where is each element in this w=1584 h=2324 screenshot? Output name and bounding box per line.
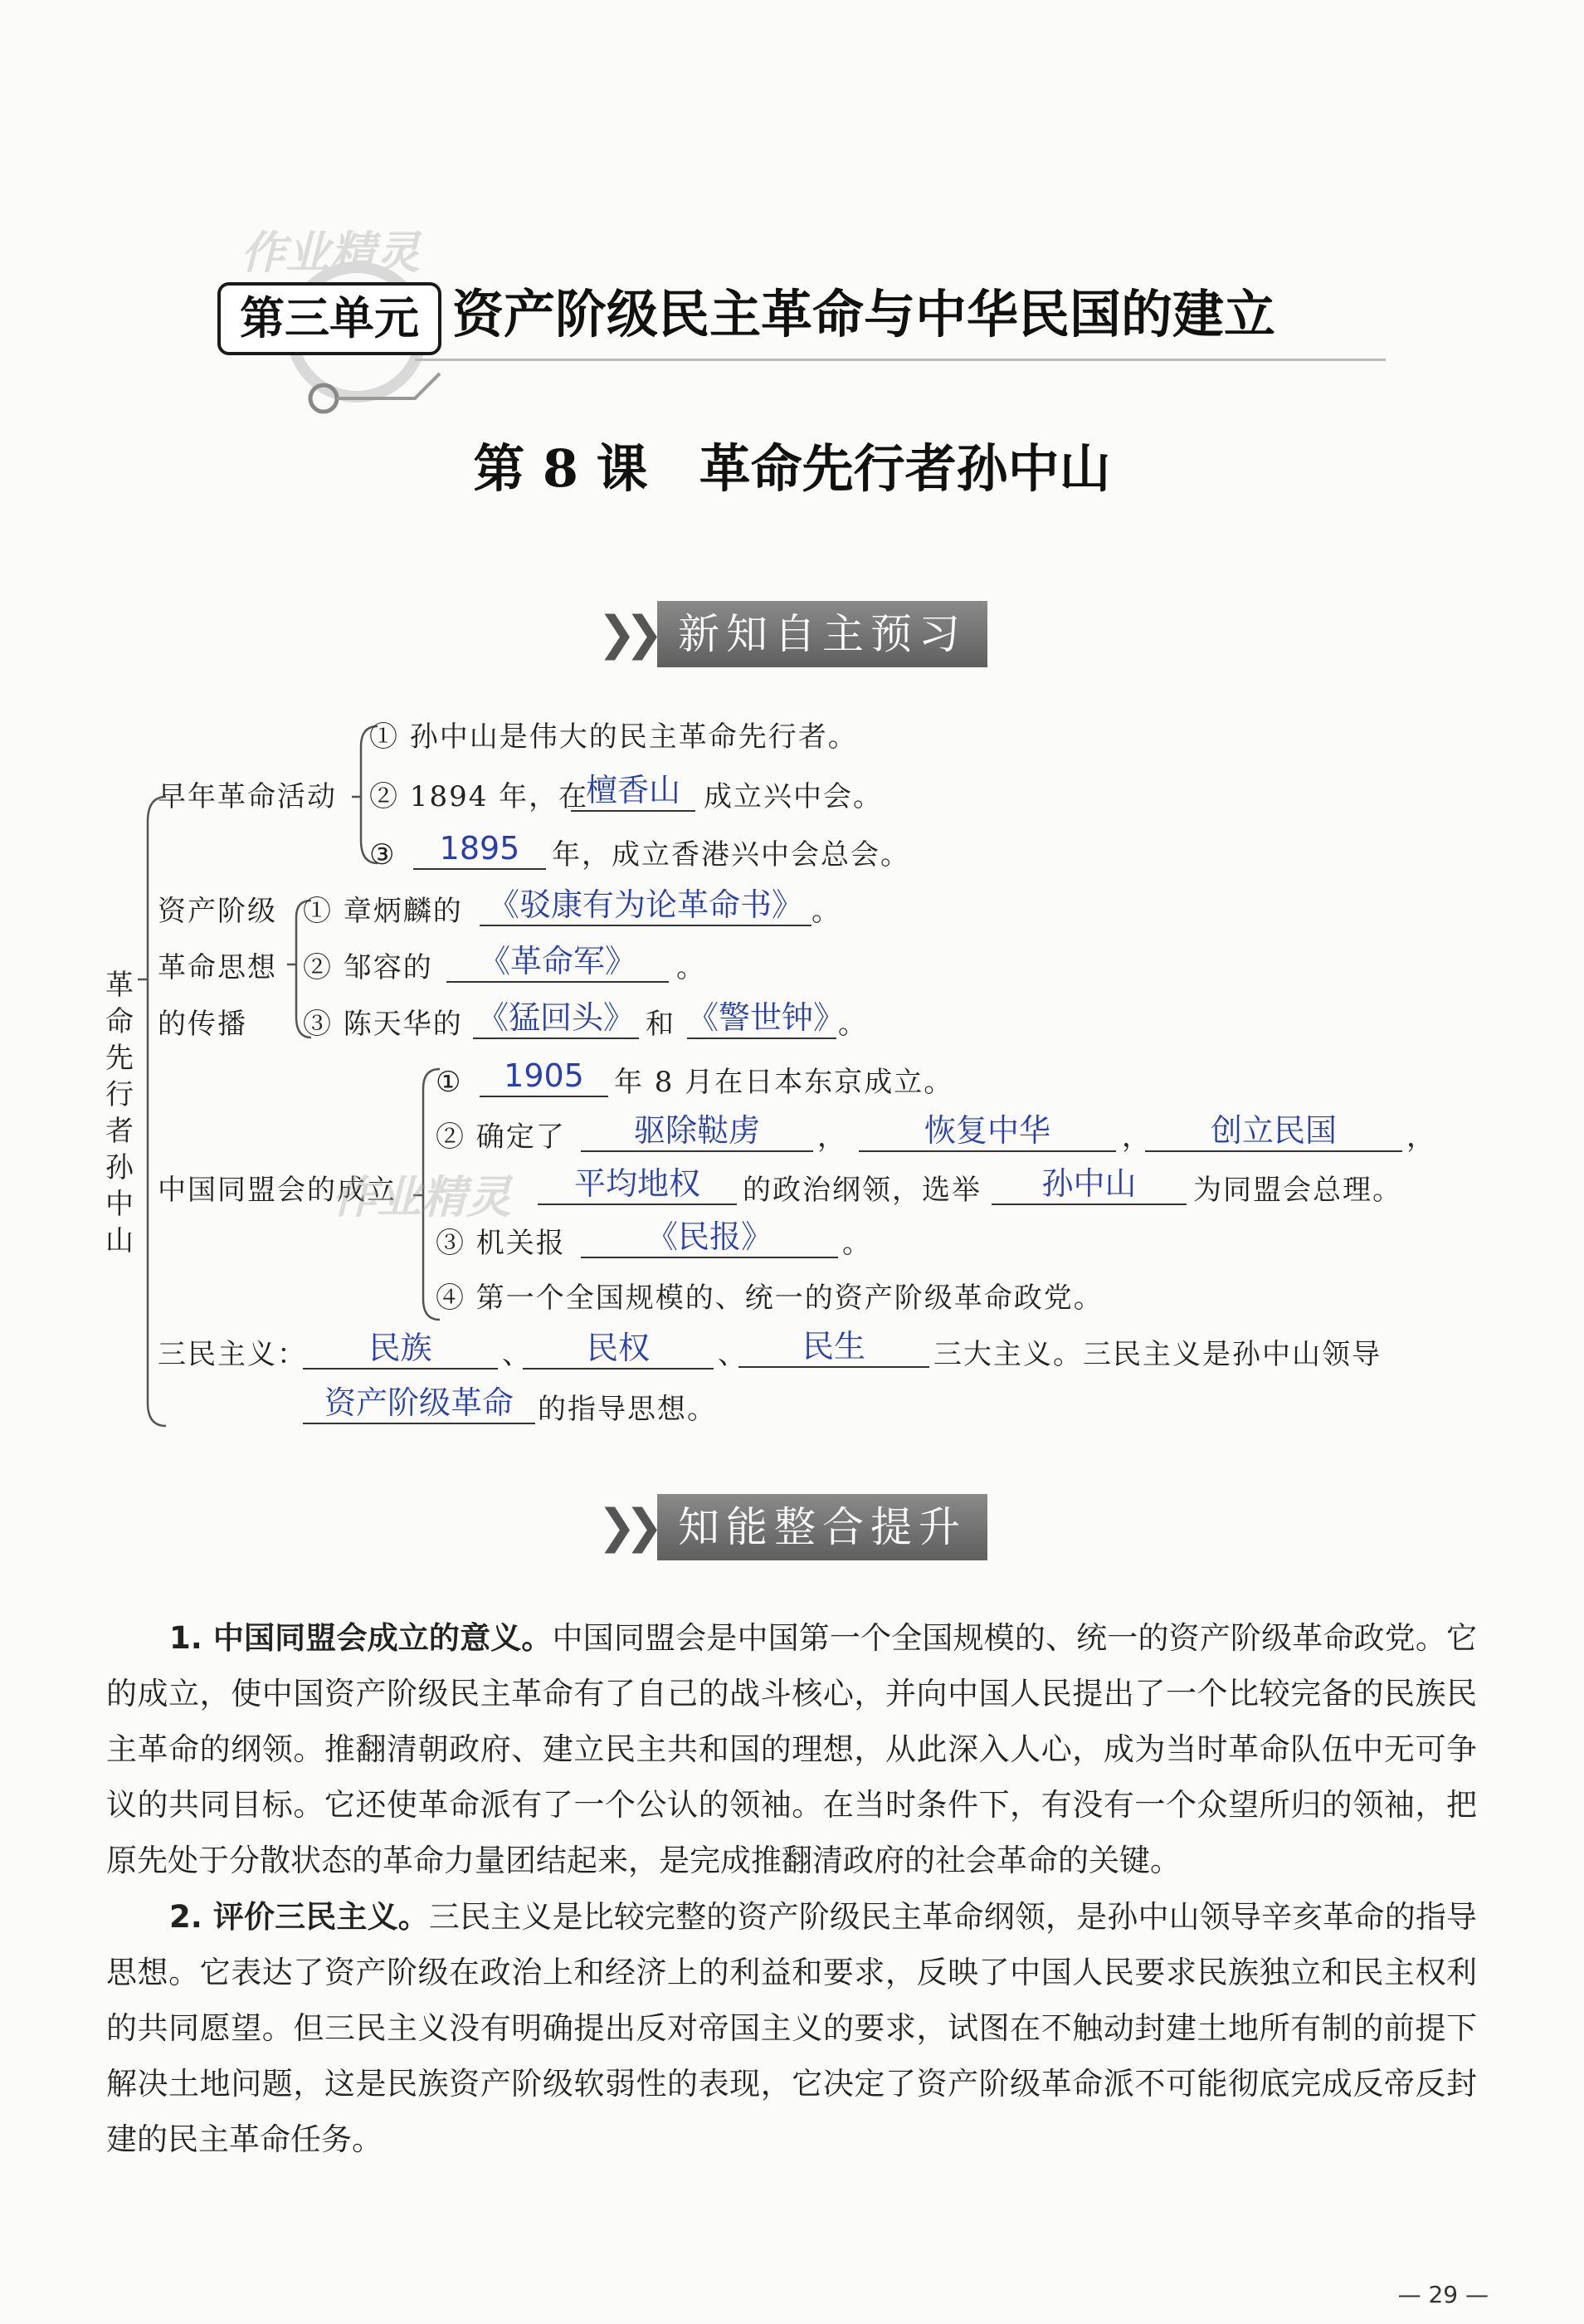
answer-blank: 《警世钟》 <box>687 998 836 1039</box>
sanmin-sep: 、 <box>718 1338 748 1371</box>
league-item-3-post: 。 <box>842 1227 872 1260</box>
point-2 <box>106 1889 1477 2167</box>
root-char: 先 <box>105 1042 134 1075</box>
branch-thought-label: 的传播 <box>158 1008 247 1041</box>
point-1 <box>106 1610 1477 1888</box>
root-char: 者 <box>105 1115 134 1148</box>
answer-blank: 民族 <box>303 1328 498 1370</box>
thought-item-2-pre: ② 邹容的 <box>303 951 433 984</box>
answer-blank: 《民报》 <box>581 1217 838 1258</box>
section-title: 知能整合提升 <box>657 1494 987 1560</box>
point-heading: 2. 评价三民主义。 <box>169 1899 429 1935</box>
league-item-4: ④ 第一个全国规模的、统一的资产阶级革命政党。 <box>436 1282 1104 1315</box>
early-item-3-post: 年，成立香港兴中会总会。 <box>552 838 910 872</box>
answer-blank: 孙中山 <box>992 1164 1187 1205</box>
sanmin-post2: 的指导思想。 <box>538 1393 717 1426</box>
league-item-2b-post: 为同盟会总理。 <box>1193 1174 1402 1207</box>
league-item-2-sep: ， <box>1122 1120 1152 1154</box>
early-item-2-post: 成立兴中会。 <box>704 780 883 813</box>
root-char: 命 <box>105 1005 134 1038</box>
section-title: 新知自主预习 <box>657 601 987 667</box>
league-item-1-pre: ① <box>436 1066 463 1099</box>
answer-blank: 1895 <box>413 828 546 870</box>
answer-blank: 《革命军》 <box>446 941 669 983</box>
unit-title: 资产阶级民主革命与中华民国的建立 <box>452 284 1276 344</box>
answer-blank: 资产阶级革命 <box>303 1383 535 1424</box>
page-number: — 29 — <box>1397 2281 1489 2308</box>
early-item-1: ① 孙中山是伟大的民主革命先行者。 <box>369 720 858 754</box>
watermark-top: 作业精灵 <box>241 227 420 279</box>
answer-blank: 《驳康有为论革命书》 <box>480 885 811 926</box>
section-banner-integration <box>597 1494 987 1560</box>
root-char: 行 <box>105 1078 134 1111</box>
branch-thought-label: 资产阶级 <box>158 895 277 928</box>
chevron-right-icon: ❯❯ <box>597 1500 652 1554</box>
chevron-right-icon: ❯❯ <box>597 607 652 661</box>
thought-item-3-post: 。 <box>838 1008 868 1041</box>
thought-item-3-pre: ③ 陈天华的 <box>303 1008 463 1041</box>
sanmin-sep: 、 <box>502 1338 532 1371</box>
branch-thought-label: 革命思想 <box>158 951 277 984</box>
answer-blank: 1905 <box>480 1056 608 1097</box>
point-body: 中国同盟会是中国第一个全国规模的、统一的资产阶级革命政党。它的成立，使中国资产阶级民主革命有了自己的战斗核心，并向中国人民提出了一个比较完备的民族民主革命的纲领。推翻清朝政府、建立民主共和国的理想，从此深入人心，成为当时革命队伍中无可争议的共同目标。它还使革命派有了一个公认的领袖。在当时条件下，有没有一个众望所归的领袖，把原先处于分散状态的革命力量团结起来，是完成推翻清政府的社会革命的关键。 <box>106 1620 1477 1878</box>
answer-blank: 恢复中华 <box>859 1111 1116 1152</box>
early-item-3-pre: ③ <box>369 838 397 872</box>
lesson-title: 第 8 课 革命先行者孙中山 <box>473 438 1111 499</box>
league-item-2b-mid: 的政治纲领，选举 <box>743 1174 982 1207</box>
point-heading: 1. 中国同盟会成立的意义。 <box>169 1620 553 1656</box>
thought-item-1-post: 。 <box>811 895 841 928</box>
point-body: 三民主义是比较完整的资产阶级民主革命纲领，是孙中山领导辛亥革命的指导思想。它表达了资产阶级在政治上和经济上的利益和要求，反映了中国人民要求民族独立和民主权利的共同愿望。但三民主义没有明确提出反对帝国主义的要求，试图在不触动封建土地所有制的前提下解决土地问题，这是民族资产阶级软弱性的表现，它决定了资产阶级革命派不可能彻底完成反帝反封建的民主革命任务。 <box>106 1899 1478 2157</box>
root-char: 中 <box>105 1188 134 1221</box>
answer-blank: 民权 <box>523 1328 714 1370</box>
sanmin-pre: 三民主义： <box>158 1338 307 1371</box>
root-char: 孙 <box>105 1151 134 1184</box>
thought-item-3-mid: 和 <box>646 1008 675 1041</box>
thought-item-2-post: 。 <box>676 951 706 984</box>
watermark-middle: 作业精灵 <box>332 1171 511 1223</box>
branch-league-label: 中国同盟会的成立 <box>158 1174 397 1207</box>
root-char: 山 <box>105 1224 134 1257</box>
answer-blank: 檀香山 <box>571 770 695 812</box>
league-item-2-pre: ② 确定了 <box>436 1120 566 1154</box>
answer-blank: 民生 <box>738 1326 929 1368</box>
league-item-1-post: 年 8 月在日本东京成立。 <box>614 1066 954 1099</box>
answer-blank: 创立民国 <box>1145 1111 1402 1152</box>
early-item-2-pre: ② 1894 年，在 <box>369 780 589 813</box>
thought-item-1-pre: ① 章炳麟的 <box>303 895 463 928</box>
answer-blank: 平均地权 <box>538 1164 737 1205</box>
league-item-2-sep: ， <box>817 1120 847 1154</box>
league-item-2-sep: ， <box>1406 1120 1436 1154</box>
sanmin-post: 三大主义。三民主义是孙中山领导 <box>933 1338 1382 1371</box>
answer-blank: 《猛回头》 <box>473 998 639 1039</box>
branch-early-label: 早年革命活动 <box>158 780 337 813</box>
league-item-3-pre: ③ 机关报 <box>436 1227 566 1260</box>
unit-label: 第三单元 <box>217 282 441 355</box>
root-char: 革 <box>105 969 134 1002</box>
answer-blank: 驱除鞑虏 <box>581 1111 813 1152</box>
